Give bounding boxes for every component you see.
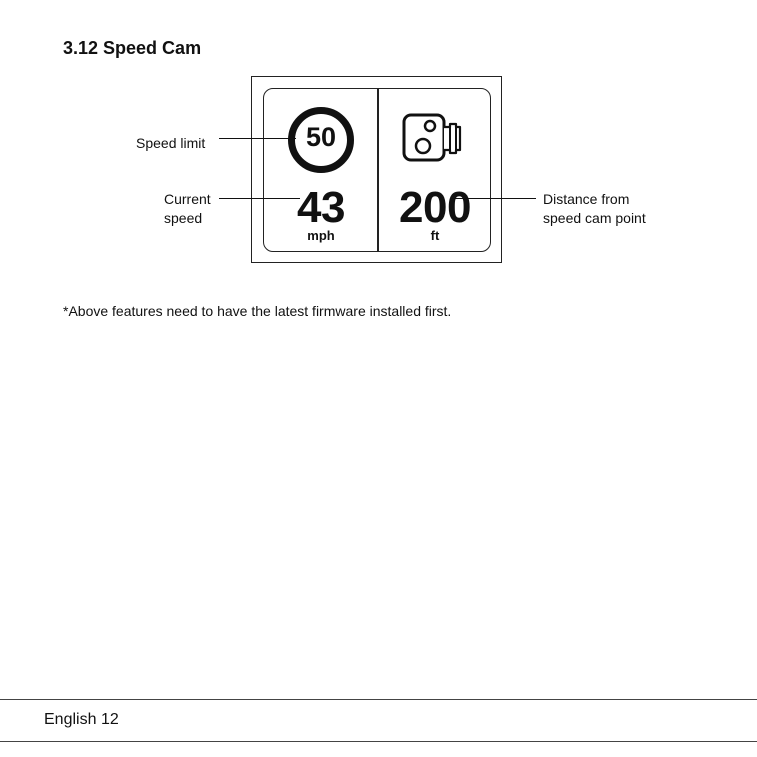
current-speed-unit: mph bbox=[307, 228, 335, 243]
speed-cam-figure bbox=[0, 0, 757, 300]
firmware-note: *Above features need to have the latest firmware installed first. bbox=[63, 303, 452, 319]
footer-page-number: 12 bbox=[100, 711, 119, 728]
section-title: 3.12 Speed Cam bbox=[63, 38, 202, 58]
current-speed-label-line1: Current bbox=[164, 191, 211, 207]
page-footer bbox=[44, 711, 119, 729]
speed-limit-label: Speed limit bbox=[136, 135, 206, 151]
footer-bottom-rule bbox=[0, 741, 757, 742]
distance-label-line2: speed cam point bbox=[543, 210, 646, 226]
distance-value: 200 bbox=[399, 183, 471, 232]
current-speed-label bbox=[164, 190, 211, 228]
current-speed-value: 43 bbox=[297, 183, 345, 232]
callout-leader-lines bbox=[0, 0, 757, 300]
distance-unit: ft bbox=[430, 228, 440, 243]
distance-label bbox=[543, 190, 646, 228]
speed-limit-value: 50 bbox=[305, 122, 337, 152]
distance-label-line1: Distance from bbox=[543, 191, 630, 207]
footer-top-rule bbox=[0, 699, 757, 700]
current-speed-label-line2: speed bbox=[164, 210, 203, 226]
footer-language: English bbox=[44, 711, 97, 728]
